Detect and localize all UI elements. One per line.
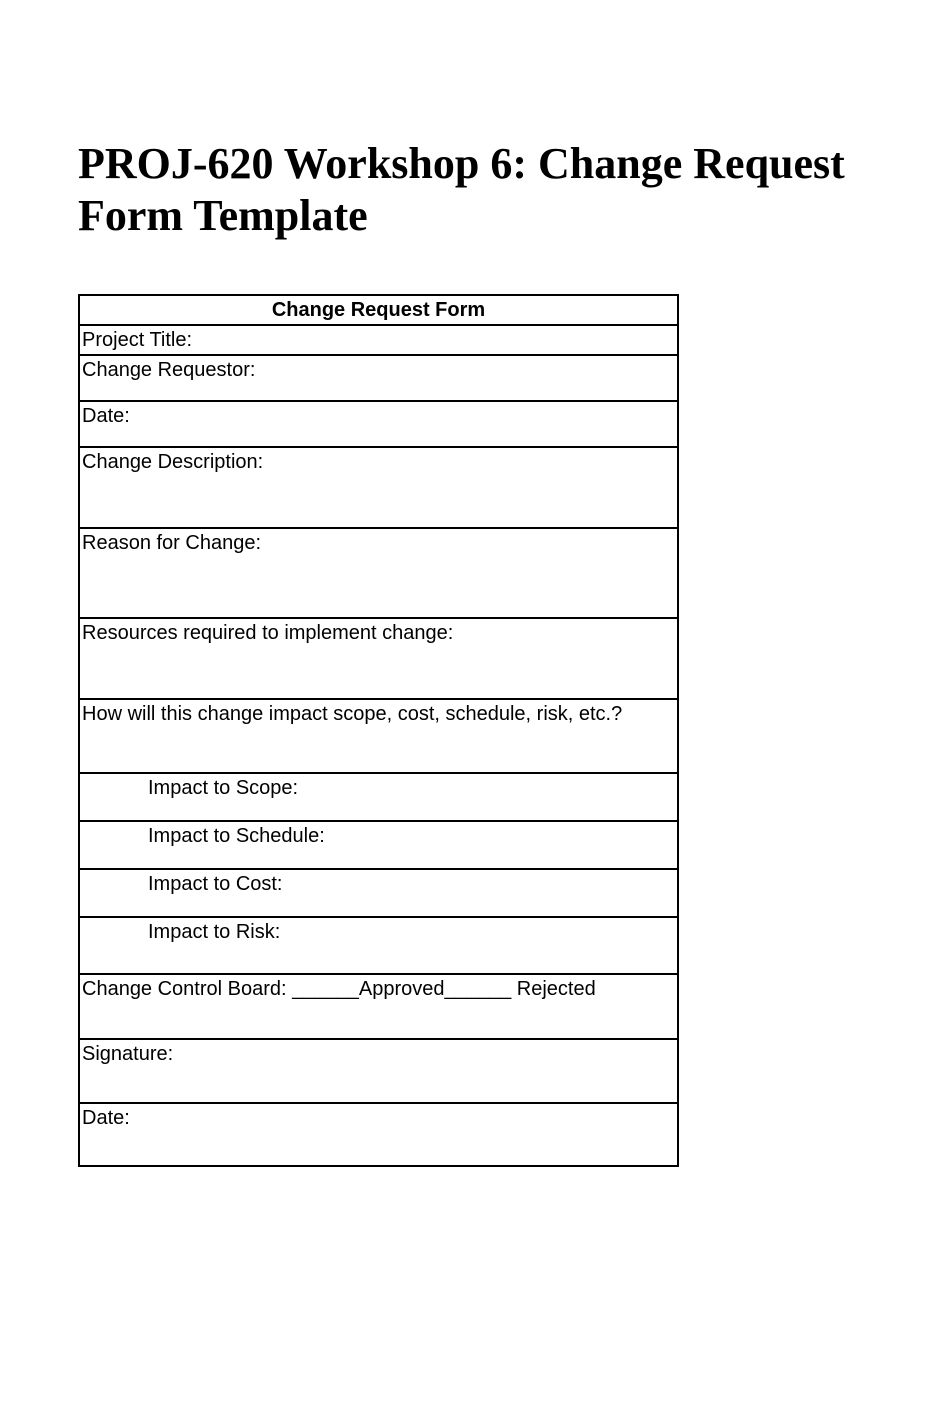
- change-requestor-row: [79, 355, 678, 401]
- change-control-board-field[interactable]: Change Control Board: ______Approved______ Rejected: [79, 974, 678, 1039]
- impact-scope-row: [79, 773, 678, 821]
- signature-row: [79, 1039, 678, 1103]
- page-title: PROJ-620 Workshop 6: Change Request Form Template: [78, 139, 845, 240]
- reason-for-change-row: [79, 528, 678, 618]
- impact-schedule-row: [79, 821, 678, 869]
- impact-risk-field[interactable]: Impact to Risk:: [79, 917, 678, 974]
- impact-question-row: [79, 699, 678, 773]
- impact-cost-row: [79, 869, 678, 917]
- resources-required-row: [79, 618, 678, 699]
- form-header-row: [79, 295, 678, 325]
- change-control-board-row: [79, 974, 678, 1039]
- impact-schedule-field[interactable]: Impact to Schedule:: [79, 821, 678, 869]
- impact-scope-field[interactable]: Impact to Scope:: [79, 773, 678, 821]
- reason-for-change-field[interactable]: Reason for Change:: [79, 528, 678, 618]
- project-title-field[interactable]: Project Title:: [79, 325, 678, 355]
- change-request-form-table: [78, 294, 679, 1167]
- signature-date-field[interactable]: Date:: [79, 1103, 678, 1166]
- change-description-row: [79, 447, 678, 528]
- change-requestor-field[interactable]: Change Requestor:: [79, 355, 678, 401]
- impact-cost-field[interactable]: Impact to Cost:: [79, 869, 678, 917]
- resources-required-field[interactable]: Resources required to implement change:: [79, 618, 678, 699]
- change-description-field[interactable]: Change Description:: [79, 447, 678, 528]
- impact-question-field[interactable]: How will this change impact scope, cost, schedule, risk, etc.?: [79, 699, 678, 773]
- project-title-row: [79, 325, 678, 355]
- date-field[interactable]: Date:: [79, 401, 678, 447]
- form-header: Change Request Form: [79, 295, 678, 325]
- signature-date-row: [79, 1103, 678, 1166]
- impact-risk-row: [79, 917, 678, 974]
- date-row: [79, 401, 678, 447]
- signature-field[interactable]: Signature:: [79, 1039, 678, 1103]
